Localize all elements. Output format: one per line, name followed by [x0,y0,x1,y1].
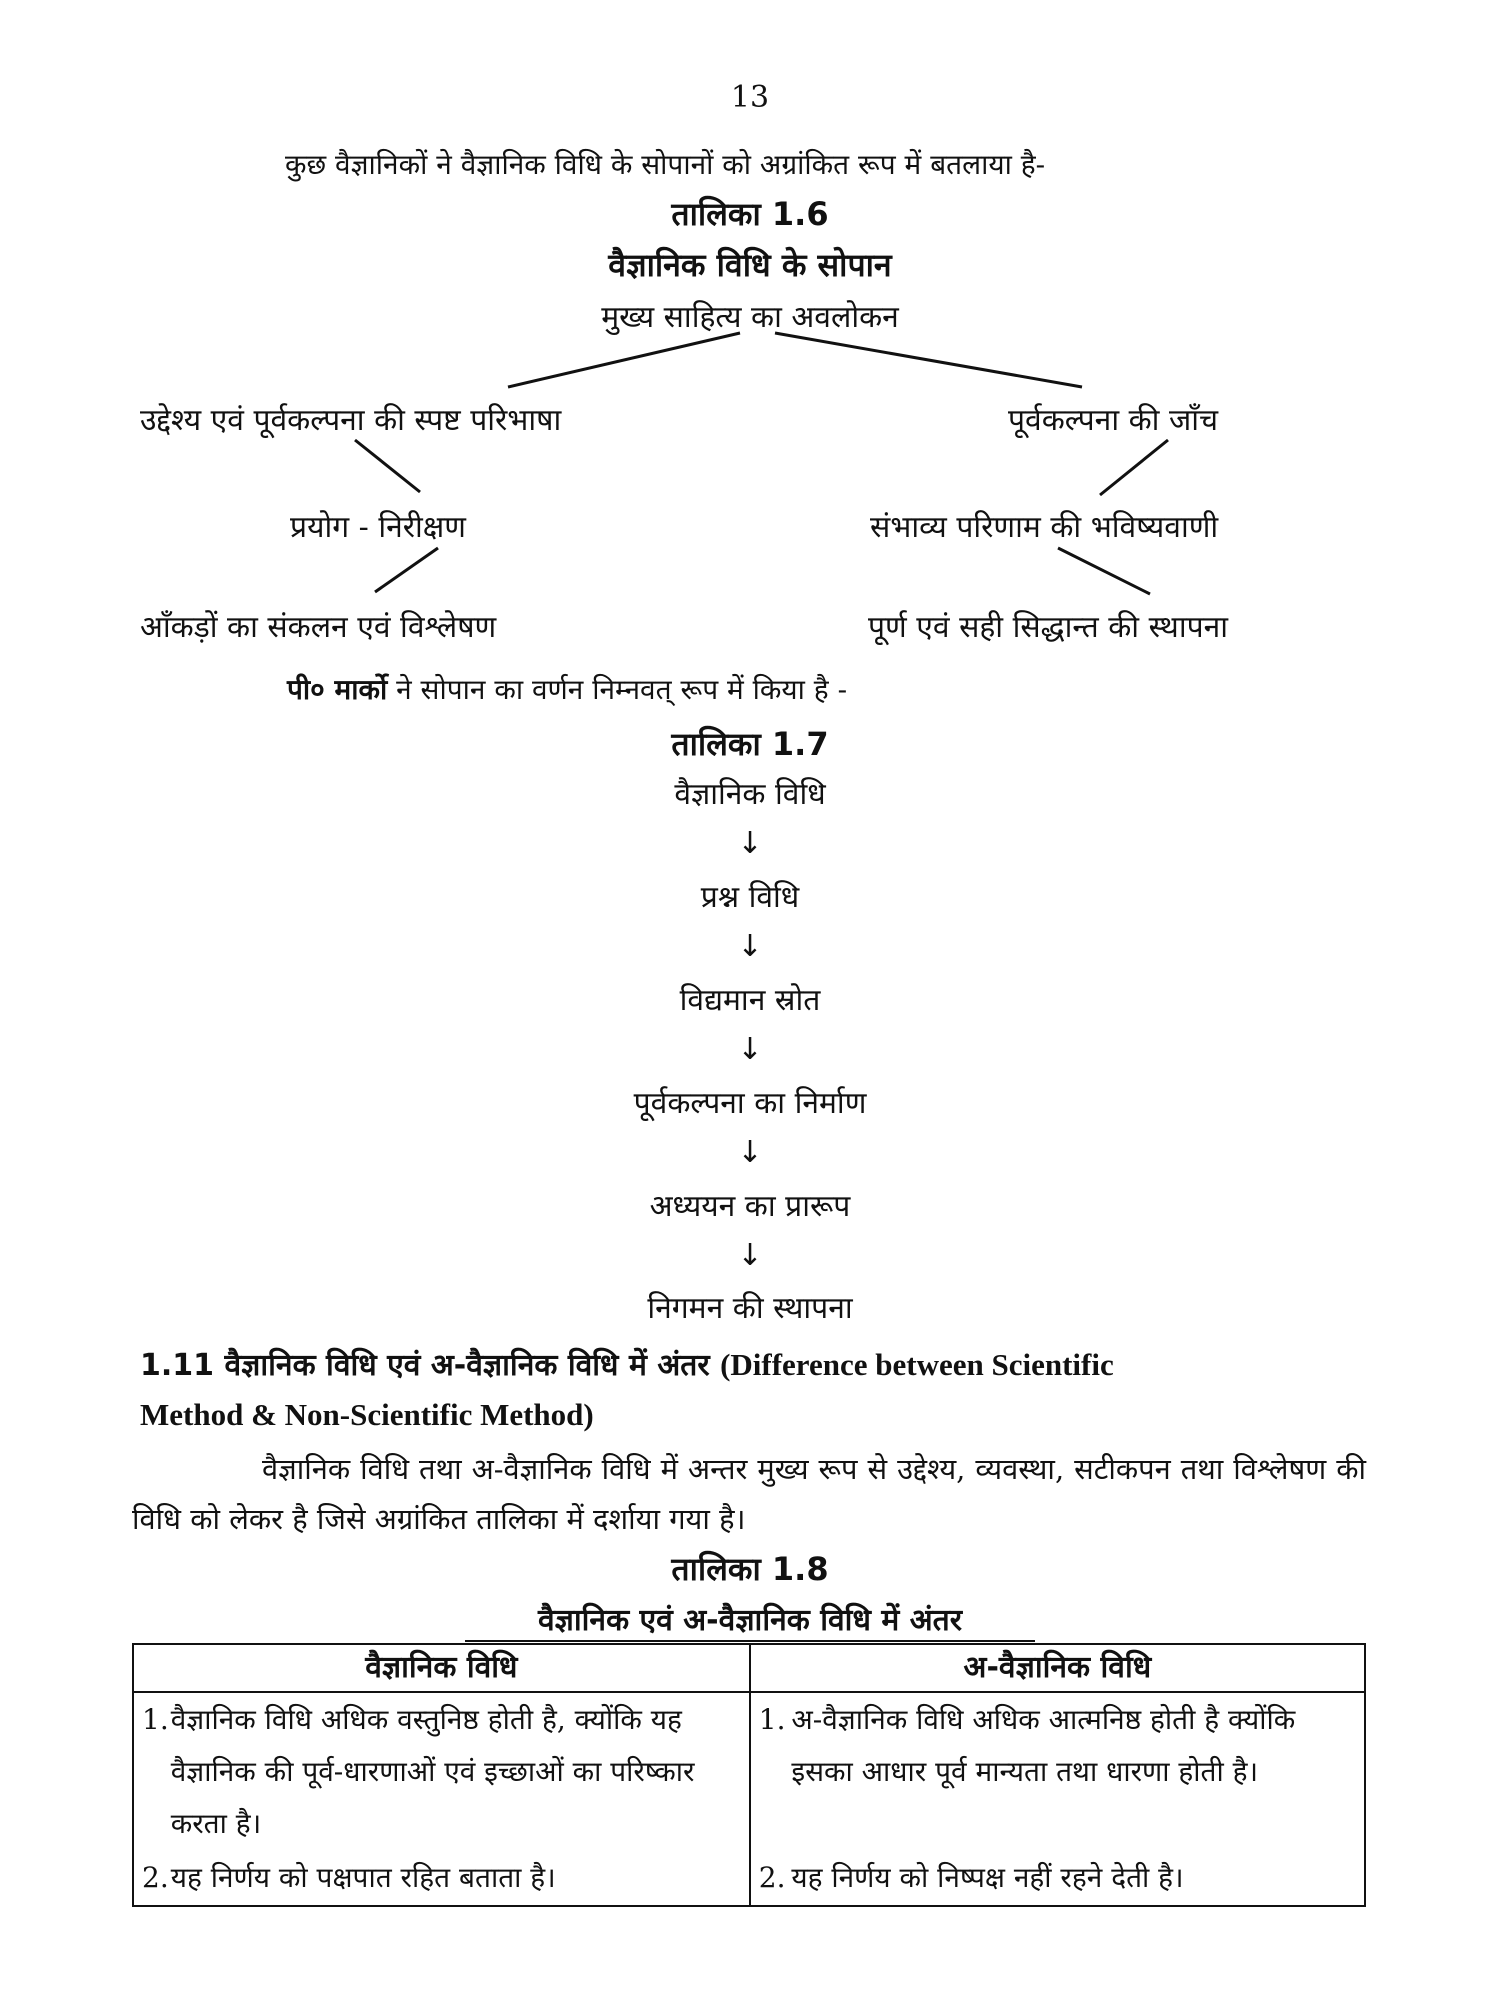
intro-line: कुछ वैज्ञानिकों ने वैज्ञानिक विधि के सोपानों को अग्रांकित रूप में बतलाया है- [285,148,1046,181]
page-number: 13 [730,80,770,115]
step-3: विद्यमान स्रोत [679,983,821,1018]
table-1-6-root: मुख्य साहित्य का अवलोकन [601,300,899,335]
marco-rest: ने सोपान का वर्णन निम्नवत् रूप में किया है - [387,673,848,706]
section-heading-english-2: Method & Non-Scientific Method) [140,1397,594,1432]
tree-left-1: उद्देश्य एवं पूर्वकल्पना की स्पष्ट परिभाषा [140,403,562,438]
connector-root-left [508,333,740,387]
row-1-right: अ-वैज्ञानिक विधि अधिक आत्मनिष्ठ होती है क्योंकि इसका आधार पूर्व मान्यता तथा धारणा होती है। [790,1692,1365,1851]
tree-left-2: प्रयोग - निरीक्षण [290,510,466,545]
tree-right-3: पूर्ण एवं सही सिद्धान्त की स्थापना [868,610,1229,645]
down-arrow-icon: ↓ [737,826,763,861]
table-row [133,1692,1365,1851]
step-5: अध्ययन का प्रारूप [649,1189,851,1224]
tree-right-2: संभाव्य परिणाम की भविष्यवाणी [870,510,1219,545]
step-4: पूर्वकल्पना का निर्माण [633,1086,867,1121]
down-arrow-icon: ↓ [737,1032,763,1067]
row-2-right: यह निर्णय को निष्पक्ष नहीं रहने देती है। [790,1851,1365,1906]
table-1-7-label: तालिका 1.7 [671,725,829,763]
down-arrow-icon: ↓ [737,1135,763,1170]
row-1-num-right: 1. [750,1692,791,1851]
table-row [133,1851,1365,1906]
header-non-scientific: अ-वैज्ञानिक विधि [750,1644,1365,1692]
section-paragraph: वैज्ञानिक विधि तथा अ-वैज्ञानिक विधि में अन्तर मुख्य रूप से उद्देश्य, व्यवस्था, सटीकपन तथा विश्लेषण की विधि को लेकर है जिसे अग्रांकित तालिका में दर्शाया गया है। [132,1452,1366,1536]
table-1-6-title: वैज्ञानिक विधि के सोपान [608,246,892,284]
step-1: वैज्ञानिक विधि [674,777,826,812]
section-heading-english-1: (Difference between Scientific [720,1347,1114,1382]
tree-left-3: आँकड़ों का संकलन एवं विश्लेषण [140,610,497,645]
header-scientific: वैज्ञानिक विधि [133,1644,750,1692]
step-6: निगमन की स्थापना [647,1291,853,1326]
connector-right-1 [1100,440,1168,495]
row-2-num-left: 2. [133,1851,170,1906]
connector-left-2 [375,548,438,592]
marco-line [287,670,847,708]
table-1-6-label: तालिका 1.6 [671,195,829,233]
section-heading-hindi: 1.11 वैज्ञानिक विधि एवं अ-वैज्ञानिक विधि में अंतर [140,1348,710,1383]
row-1-left: वैज्ञानिक विधि अधिक वस्तुनिष्ठ होती है, क्योंकि यह वैज्ञानिक की पूर्व-धारणाओं एवं इच्छाओं का परिष्कार करता है। [170,1692,750,1851]
connector-right-2 [1058,548,1150,594]
marco-name: पी० मार्को [287,673,388,706]
row-2-left: यह निर्णय को पक्षपात रहित बताता है। [170,1851,750,1906]
step-2: प्रश्न विधि [700,880,800,915]
down-arrow-icon: ↓ [737,929,763,964]
down-arrow-icon: ↓ [737,1238,763,1273]
connector-left-1 [355,440,420,492]
table-header-row [133,1644,1365,1692]
tree-right-1: पूर्वकल्पना की जाँच [1008,403,1219,438]
table-1-8-label: तालिका 1.8 [671,1550,829,1588]
row-2-num-right: 2. [750,1851,791,1906]
table-1-8-title: वैज्ञानिक एवं अ-वैज्ञानिक विधि में अंतर [537,1603,963,1638]
connector-root-right [775,333,1082,387]
row-1-num-left: 1. [133,1692,170,1851]
title-underline [465,1640,1035,1642]
section-heading [140,1343,1114,1384]
comparison-table [132,1643,1366,1907]
